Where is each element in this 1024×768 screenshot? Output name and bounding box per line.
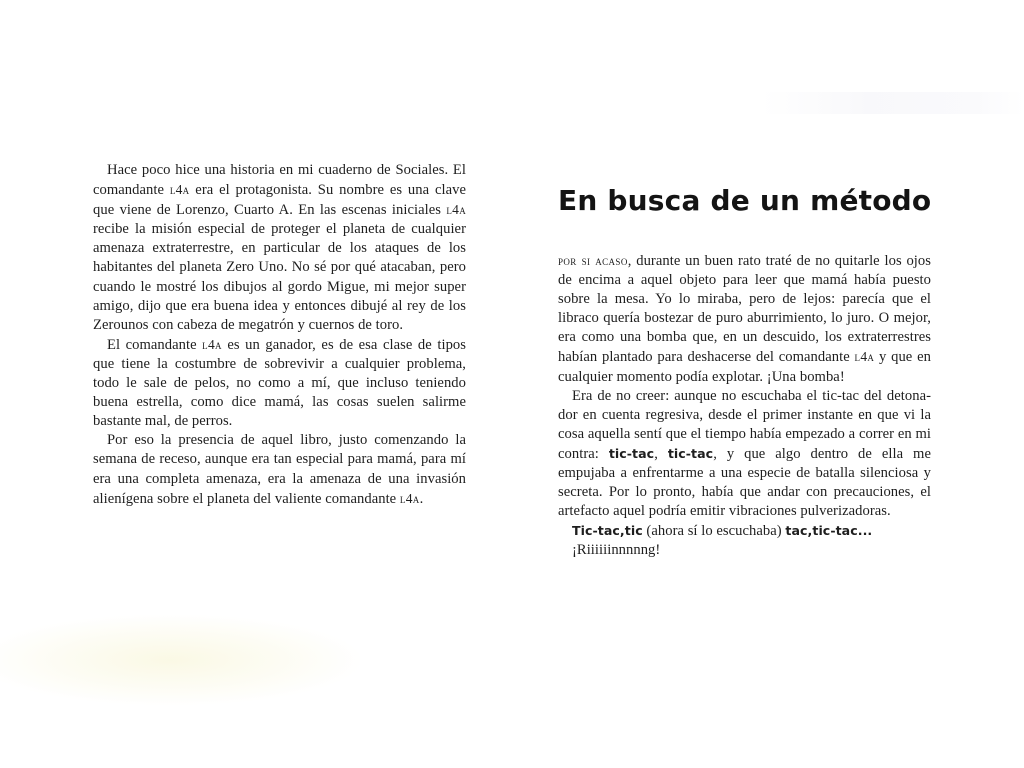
character-name: l4a [202, 336, 222, 352]
chapter-title: En busca de un método [558, 184, 932, 217]
paragraph [93, 431, 466, 508]
text-run: es un ganador, es de esa clase de tipos que tiene la costumbre de sobrevivir a cualquier problema, todo le sale de pelos, no como a mí, que incluso teniendo buena estrella, como dice mamá, las cosas suelen salirme bastante mal, de perros. [93, 336, 466, 430]
sound-effect: tic-tac [608, 445, 655, 461]
text-run: . [419, 490, 424, 507]
text-run: era el protagonista. Su nombre es una clave que viene de Lorenzo, Cuarto A. En las escenas iniciales [93, 182, 466, 219]
paragraph [558, 521, 931, 541]
right-page [512, 0, 1024, 768]
sound-effect: tic-tac [667, 445, 714, 461]
text-run: El comandante [107, 336, 203, 353]
text-run: recibe la misión especial de proteger el planeta de cualquier amenaza extraterrestre, en particular de los ataques de los habitantes del planeta Zero Uno. No sé por qué atacaban, pero cuando le mostré los dibujos al gordo Migue, mi mejor super amigo, dijo que era buena idea y entonces dibujé al rey de los Zerounos con cabeza de megatrón y cuernos de toro. [93, 221, 466, 333]
page-stain-top [762, 92, 1024, 114]
text-run: , durante un buen rato traté de no quitarle los ojos de encima a aquel objeto para leer que mamá había puesto sobre la mesa. Yo lo miraba, pero de lejos: parecía que el libraco quería bostezar de puro aburrimiento, lo juro. O mejor, era como una bomba que, en un descuido, los extraterrestres habían plantado para deshacerse del comandante [558, 253, 931, 366]
text-run: Era de no creer: aunque no escuchaba el tic-tac del detonador en cuenta regresiva, desde el primer instante en que vi la cosa aquella sentí que el tiempo había empezado a correr en mi contra: [558, 387, 931, 462]
paragraph [93, 335, 466, 431]
text-run: Por eso la presencia de aquel libro, justo comenzando la semana de receso, aunque era tan especial para mamá, para mí era una completa amenaza, era la amenaza de una invasión alienígena sobre el planeta del valiente comandante [93, 432, 466, 507]
text-run: , y que algo dentro de ella me empujaba a enfrentarme a una especie de batalla silenciosa y secreta. Por lo pronto, había que andar con precauciones, el artefacto aquel podría emitir vibraciones pulverizadoras. [558, 445, 931, 520]
character-name: l4a [446, 202, 466, 218]
text-run: , [654, 445, 668, 462]
right-body-text [558, 251, 931, 561]
paragraph [558, 541, 931, 560]
character-name: l4a [169, 182, 190, 198]
text-run: Hace poco hice una historia en mi cuaderno de Sociales. El comandante [93, 162, 466, 199]
sound-effect: Tic-tac,tic [572, 523, 643, 539]
character-name: l4a [399, 490, 420, 506]
paragraph [93, 161, 466, 335]
page-stain [0, 615, 360, 705]
text-run: y que en cualquier momento podía explotar. ¡Una bomba! [558, 349, 931, 385]
sound-effect: tac,tic-tac... [785, 523, 873, 539]
left-body-text [93, 161, 466, 509]
character-name: l4a [854, 349, 875, 365]
paragraph [558, 251, 931, 387]
chapter-opening-words: por si acaso [558, 253, 628, 268]
text-run: ¡Riiiiiinnnnng! [572, 542, 661, 559]
text-run: (ahora sí lo escuchaba) [642, 523, 786, 540]
paragraph [558, 387, 931, 522]
